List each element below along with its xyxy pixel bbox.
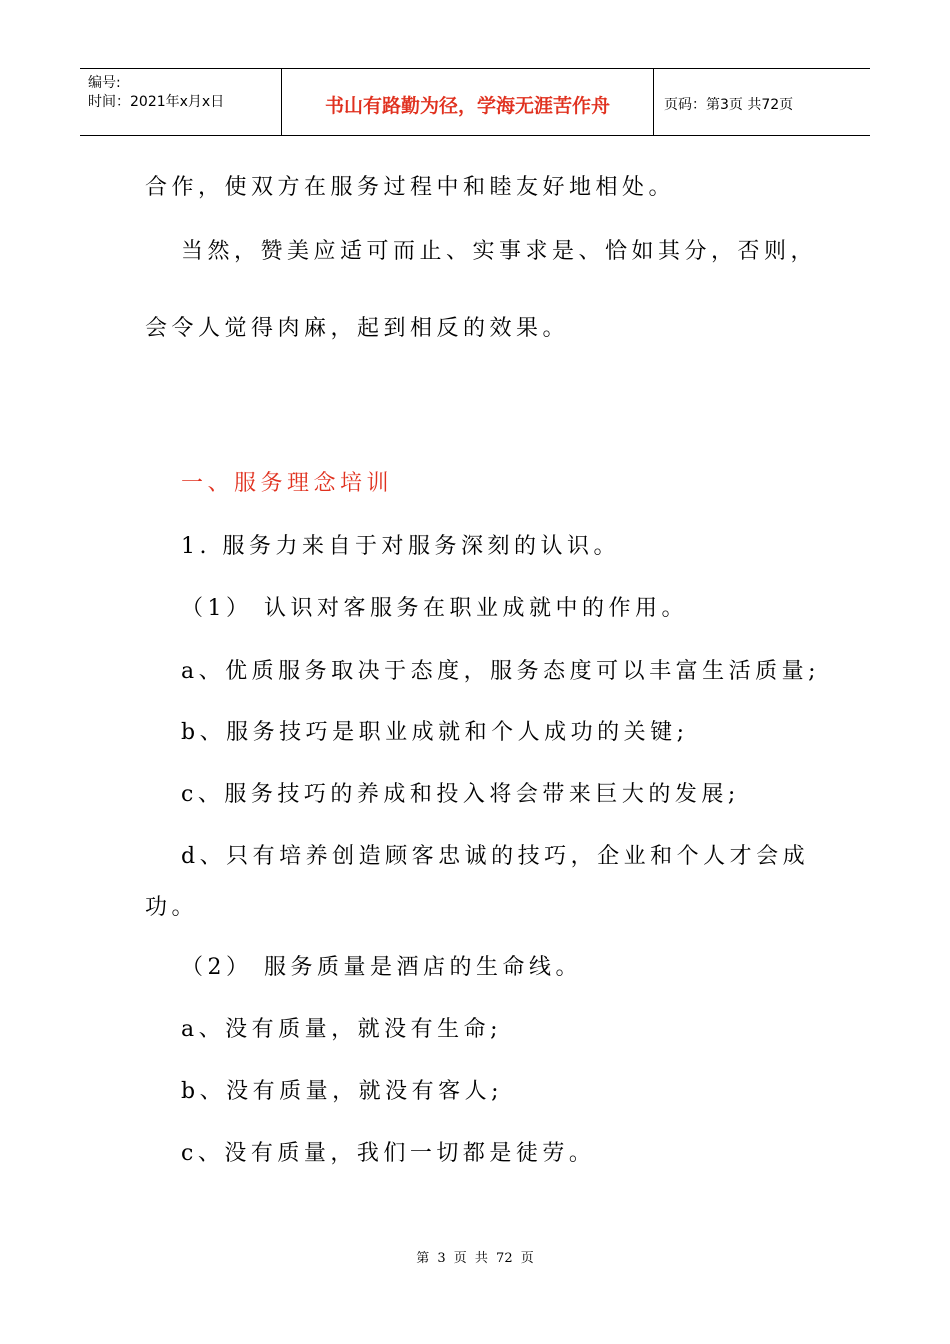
body-line: b、没有质量，就没有客人; [181,1079,503,1104]
header-time-label: 时间：2021年x月x日 [88,94,225,110]
page-header [80,68,870,136]
body-line: c、没有质量，我们一切都是徒劳。 [181,1141,596,1166]
body-line: 当然，赞美应适可而止、实事求是、恰如其分，否则， [181,239,818,264]
body-line: 功。 [145,895,199,920]
body-line: 1. 服务力来自于对服务深刻的认识。 [181,534,620,559]
body-line: a、没有质量，就没有生命; [181,1017,503,1042]
body-line: 合作，使双方在服务过程中和睦友好地相处。 [145,175,676,200]
body-line: c、服务技巧的养成和投入将会带来巨大的发展; [181,782,740,807]
body-line: d、只有培养创造顾客忠诚的技巧，企业和个人才会成 [181,844,810,869]
header-page-info: 页码：第3页 共72页 [664,97,794,113]
body-line: b、服务技巧是职业成就和个人成功的关键; [181,720,689,745]
header-number-label: 编号: [88,75,121,91]
header-meta [80,69,282,135]
body-line: a、优质服务取决于态度，服务态度可以丰富生活质量; [181,659,821,684]
page-footer: 第 3 页 共 72 页 [416,1251,534,1266]
body-line: （1） 认识对客服务在职业成就中的作用。 [181,596,688,621]
section-heading: 一、服务理念培训 [181,471,394,496]
body-line: （2） 服务质量是酒店的生命线。 [181,955,582,980]
header-motto: 书山有路勤为径，学海无涯苦作舟 [282,69,654,135]
body-line: 会令人觉得肉麻，起到相反的效果。 [145,316,570,341]
